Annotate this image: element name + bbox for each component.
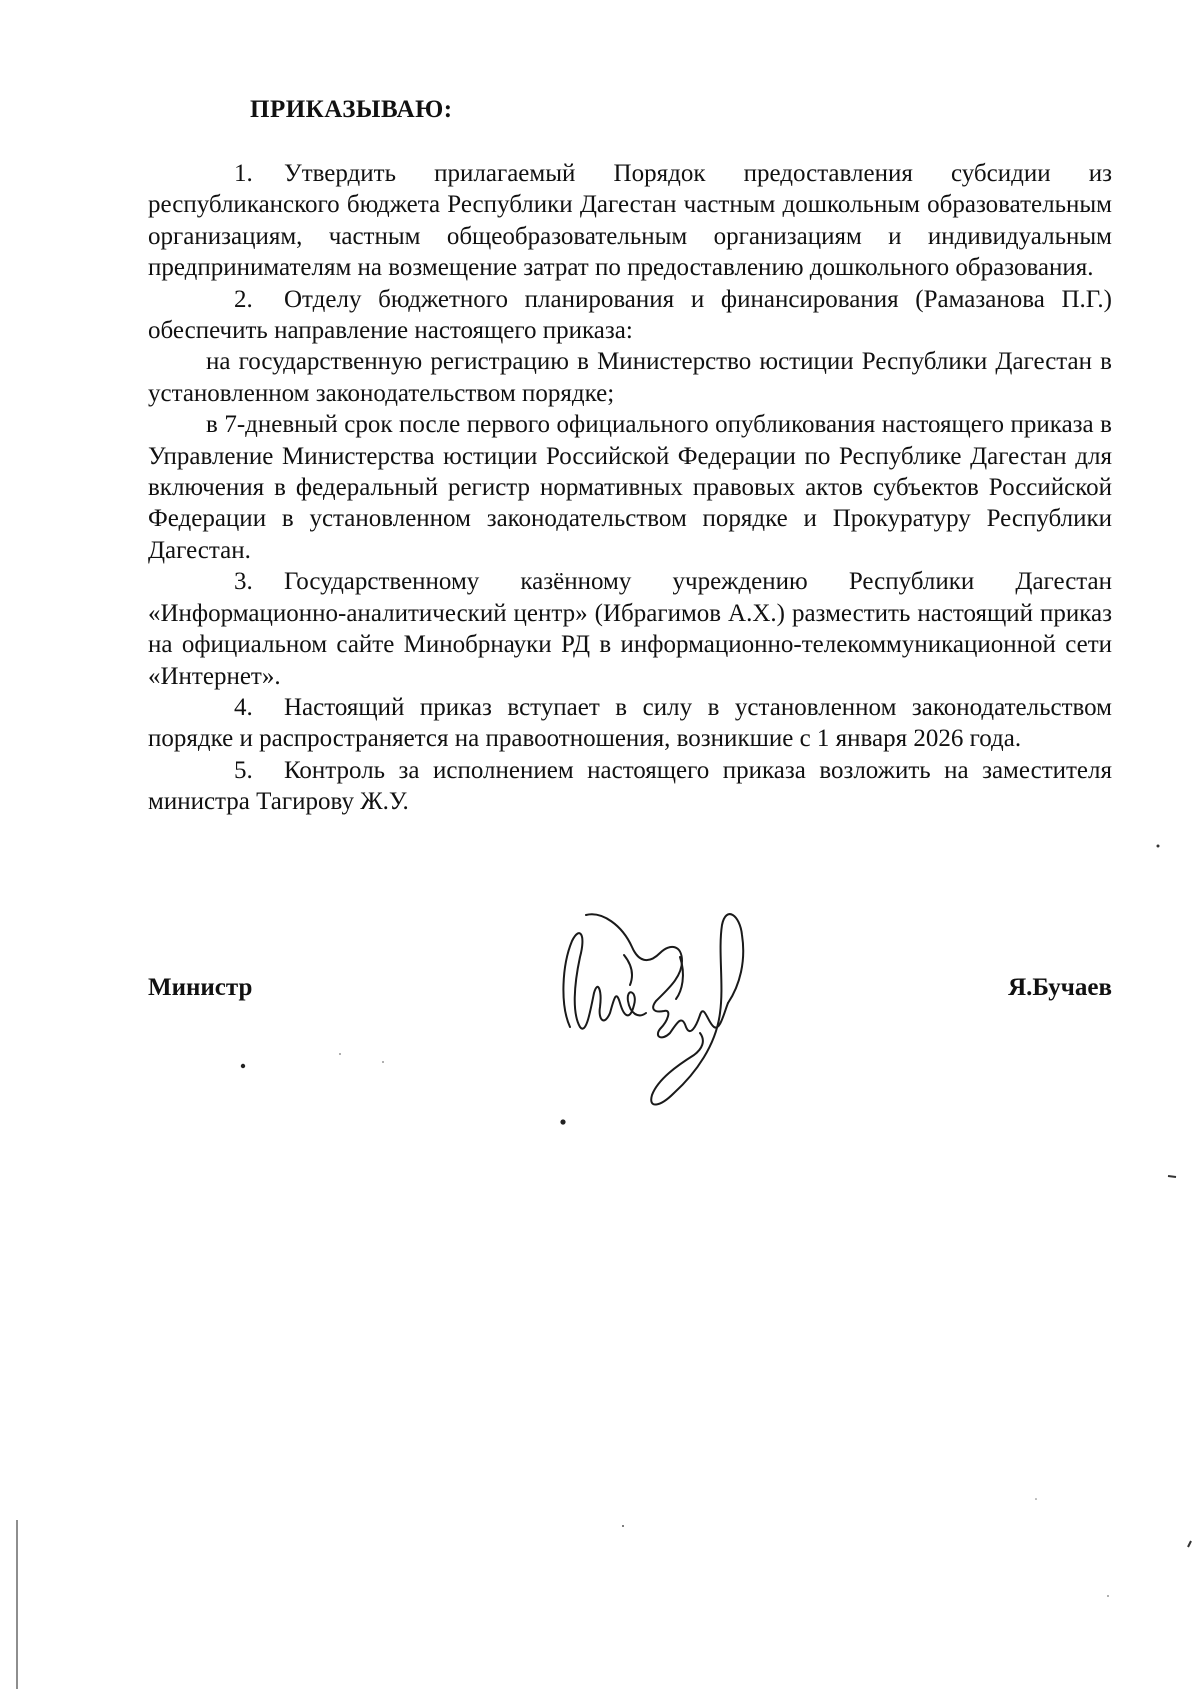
item-text: Утвердить прилагаемый Порядок предоставления субсидии из республиканского бюджета Республики Дагестан частным дошкольным образовательным организациям, частным общеобразовательным организациям и индивидуальным предпринимателям на возмещение затрат по предоставлению дошкольного образования. bbox=[148, 160, 1112, 282]
item-text: Отделу бюджетного планирования и финансирования (Рамазанова П.Г.) обеспечить направление настоящего приказа: bbox=[148, 285, 1112, 345]
order-item-1 bbox=[148, 158, 1112, 284]
item-number: 3. bbox=[234, 568, 253, 596]
order-item-2 bbox=[148, 284, 1112, 347]
signatory-name: Я.Бучаев bbox=[1008, 974, 1112, 1001]
order-item-4 bbox=[148, 692, 1112, 755]
order-item-3 bbox=[148, 566, 1112, 692]
order-body bbox=[148, 158, 1112, 818]
item-number: 1. bbox=[234, 160, 253, 187]
item-number: 4. bbox=[234, 693, 253, 721]
item-number: 2. bbox=[234, 285, 253, 313]
handwritten-signature bbox=[556, 895, 806, 1130]
order-item-5 bbox=[148, 755, 1112, 818]
item-text: Настоящий приказ вступает в силу в установленном законодательством порядке и распространяется на правоотношения, возникшие с 1 января 2026 года. bbox=[148, 693, 1112, 753]
order-subitem-1: на государственную регистрацию в Министерство юстиции Республики Дагестан в установленном законодательством порядке; bbox=[148, 348, 1112, 407]
order-subitem-2: в 7-дневный срок после первого официального опубликования настоящего приказа в Управление Министерства юстиции Российской Федерации по Республике Дагестан для включения в федеральный регистр нормативных правовых актов субъектов Российской Федерации в установленном законодательством порядке и Прокуратуру Республики Дагестан. bbox=[148, 411, 1112, 564]
item-text: Государственному казённому учреждению Республики Дагестан «Информационно-аналитический центр» (Ибрагимов А.Х.) разместить настоящий приказ на официальном сайте Минобрнауки РД в информационно-телекоммуникационной сети «Интернет». bbox=[148, 568, 1112, 690]
item-number: 5. bbox=[234, 756, 253, 784]
item-text: Контроль за исполнением настоящего приказа возложить на заместителя министра Тагирову Ж.У. bbox=[148, 756, 1112, 816]
signatory-title: Министр bbox=[148, 974, 253, 1001]
order-heading: ПРИКАЗЫВАЮ: bbox=[250, 96, 453, 123]
